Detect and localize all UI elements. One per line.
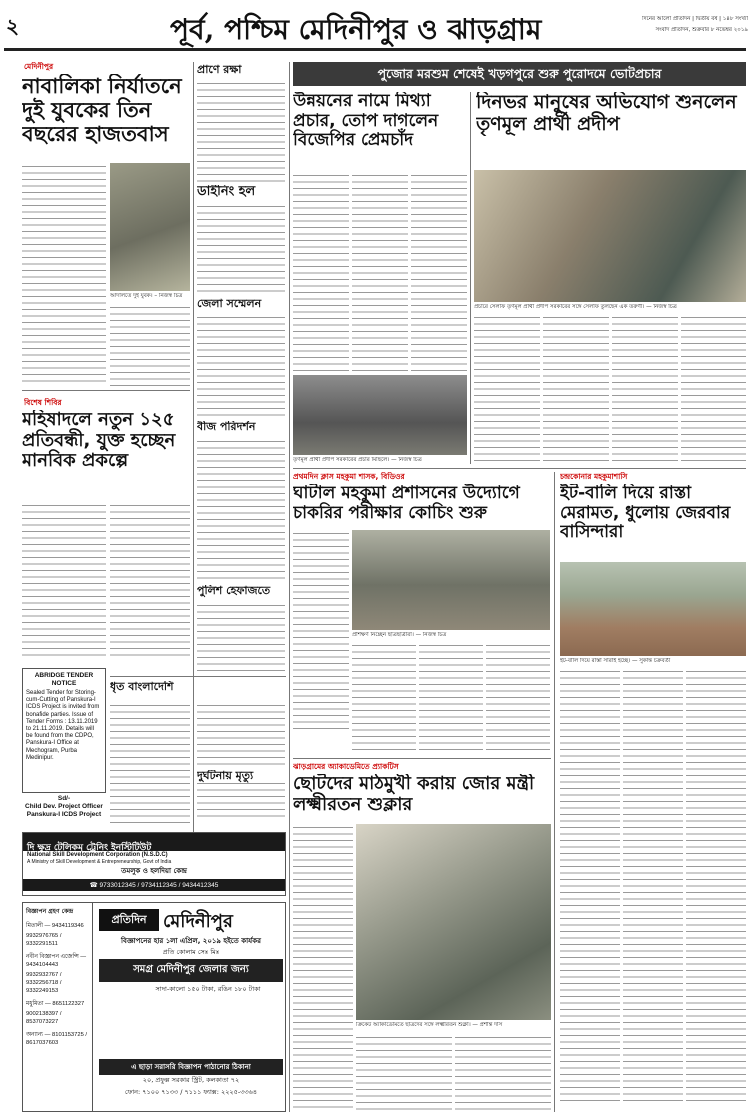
- tender-body: Sealed Tender for Storing-cum-Cutting of Panskura-I ICDS Project is invited from bonafide parties. Issue of Tender Forms : 13.11.2019 to 21.11.2019. Details will be found from the CDPO, Panskura-I Office at Mechogram, Purba Medinipur.: [26, 690, 100, 761]
- ad-line-4: তমলুক ও হলদিয়া কেন্দ্র: [121, 867, 187, 875]
- mid-tag: প্রথমদিন ক্লাস মহকুমা শাসক, বিডিওর: [293, 472, 405, 481]
- tender-sign-2: Child Dev. Project Officer: [25, 803, 103, 810]
- mid-body-b: [352, 642, 416, 754]
- brief-heading-7: দুর্ঘটনায় মৃত্যু: [197, 770, 285, 783]
- story-left-photo: [293, 375, 467, 455]
- divider: [293, 758, 551, 759]
- brief-body-3: [197, 314, 285, 416]
- col1-body-2a: [22, 502, 106, 660]
- tender-title: ABRIDGE TENDER NOTICE: [34, 672, 94, 687]
- brief-body-2: [197, 203, 285, 295]
- mid-body-d: [486, 642, 550, 754]
- page-number: ২: [6, 14, 20, 38]
- story-right-photo: [474, 170, 746, 302]
- mid2-photo: [560, 562, 746, 656]
- date-line: সংবাদ প্রতিদিন, শুক্রবার ৮ নভেম্বর ২০১৯: [655, 27, 748, 33]
- mid-body-c: [419, 642, 483, 754]
- ad-rates-box: [22, 902, 286, 1112]
- tender-notice: [22, 668, 106, 793]
- bottom-photo: [356, 824, 551, 1020]
- story-left-body-c: [411, 172, 467, 372]
- tender-sign-3: Panskura-I ICDS Project: [26, 811, 102, 818]
- ad-entry: 9932976765 / 9332291511: [26, 933, 62, 947]
- col1-headline: নাবালিকা নির্যাতনে দুই যুবকের তিন বছরের হাজতবাস: [22, 74, 182, 147]
- top-banner-text: পুজোর মরশুম শেষেই খড়গপুরে শুরু পুরোদমে ভোটপ্রচার: [377, 66, 662, 81]
- column-rule: [289, 62, 290, 1112]
- tender-signature: [22, 795, 106, 819]
- story-left-body-b: [352, 172, 408, 372]
- story-right-body-a: [474, 314, 540, 464]
- mid2-caption: ইট-বালি দিয়ে রাস্তা সারাই হচ্ছে। — সুকান্ত চক্রবর্তী: [560, 658, 671, 664]
- ad-line-2: National Skill Development Corporation (N.S.D.C): [27, 852, 168, 858]
- brief-body-6: [197, 702, 285, 820]
- mid-caption: প্রশিক্ষণ নিচ্ছেন ছাত্রছাত্রীরা। — নিজস্ব চিত্র: [352, 632, 447, 638]
- tender-sign-1: Sd/-: [57, 795, 71, 802]
- mid2-headline: ইট-বালি দিয়ে রাস্তা মেরামত, ধুলোয় জেরবার বাসিন্দারা: [560, 484, 731, 543]
- edition-line: দিনের আলো প্রতিদিন | দ্বিতীয় বর্ষ | ১৪৮ সংখ্যা: [642, 16, 748, 22]
- story-left-caption: তৃণমূল প্রার্থী প্রদীপ সরকারের প্রচার মিছিলে। — নিজস্ব চিত্র: [293, 457, 422, 463]
- col1-body-2b: [110, 502, 190, 660]
- bottom-caption: ক্রিকেট অ্যাকাডেমিতে ছাত্রদের সঙ্গে লক্ষ্মীরতন শুক্লা। — প্রশান্ত দাস: [356, 1022, 503, 1028]
- ad-banner: সমগ্র মেদিনীপুর জেলার জন্য: [99, 959, 283, 982]
- ad-phone: ☎ 9733012345 / 9734112345 / 9434412345: [23, 879, 285, 891]
- ad-entry: 9002138397 / 8537073227: [26, 1011, 62, 1025]
- mid2-body-a: [560, 668, 620, 1106]
- bottom-tag: ঝাড়গ্রামের অ্যাকাডেমিতে প্র্যাকটিস: [293, 762, 399, 771]
- brief-heading-5: পুলিশ হেফাজতে: [197, 585, 271, 597]
- masthead-title: পূর্ব, পশ্চিম মেদিনীপুর ও ঝাড়গ্রাম: [170, 13, 542, 46]
- brief-heading-2: ডাইনিং হল: [197, 185, 256, 199]
- ad-subline: বিজ্ঞাপনের হার ১লা এপ্রিল, ২০১৯ হইতে কার্যকর: [121, 937, 261, 945]
- bottom-headline: ছোটদের মাঠমুখী করায় জোর মন্ত্রী লক্ষ্মীরতন শুক্লার: [293, 774, 535, 815]
- mid-headline: ঘাটাল মহকুমা প্রশাসনের উদ্যোগে চাকরির পরীক্ষার কোচিং শুরু: [293, 484, 520, 523]
- ad-title: দি ক্ষুদ্র টেলিকম্ ট্রেনিং ইনস্টিটিউট: [27, 843, 152, 853]
- bottom-body-b: [356, 1034, 452, 1110]
- story-right-headline: দিনভর মানুষের অভিযোগ শুনলেন তৃণমূল প্রার্থী প্রদীপ: [476, 92, 737, 135]
- column-rule: [554, 472, 555, 1112]
- masthead-rule: [4, 48, 746, 51]
- divider: [293, 468, 746, 469]
- divider: [110, 676, 286, 677]
- mid-body-a: [293, 530, 349, 730]
- column-rule: [193, 62, 194, 832]
- col1-body-left: [22, 163, 106, 385]
- divider: [22, 390, 190, 391]
- ad-address: ২০, প্রফুল্ল সরকার স্ট্রিট, কলকাতা ৭২: [142, 1076, 240, 1084]
- mid2-body-c: [686, 668, 746, 1106]
- ad-note: এ ছাড়া সরাসরি বিজ্ঞাপন পাঠানোর ঠিকানা: [99, 1059, 283, 1075]
- story-left-body-a: [293, 172, 349, 372]
- bottom-body-c: [455, 1034, 551, 1110]
- ad-left-panel: [23, 903, 93, 1111]
- col1-photo: [110, 163, 190, 291]
- ad-subline-2: প্রতি কোলাম সেঃ মিঃ: [162, 948, 220, 956]
- ad-entry: অন্যান্য — 8101153725 / 8617037603: [26, 1032, 88, 1046]
- column-rule: [470, 92, 471, 464]
- ad-rates: সাদা-কালো ১৫০ টাকা, রঙিন ১৮০ টাকা: [155, 985, 261, 993]
- section-tag: মেদিনীপুর: [24, 62, 54, 71]
- mid-photo: [352, 530, 550, 630]
- col1-body-right: [110, 304, 190, 386]
- brief-body-5: [197, 602, 285, 672]
- brief-body-1: [197, 80, 285, 182]
- ad-entry: মধুমিতা — 8651122327: [26, 1001, 85, 1007]
- brief-body-4: [197, 438, 285, 580]
- story-left-headline: উন্নয়নের নামে মিথ্যা প্রচার, তোপ দাগলেন বিজেপির প্রেমচাঁদ: [293, 92, 439, 151]
- brief-heading-1: প্রাণে রক্ষা: [197, 64, 242, 76]
- ad-entry: নবীন বিজ্ঞাপন এজেন্সি — 9434104443: [26, 954, 87, 968]
- ad-entry: 9932932767 / 9332256718 / 9332249153: [26, 972, 62, 994]
- ad-brand: প্রতিদিন: [99, 909, 159, 931]
- story-right-body-d: [681, 314, 746, 464]
- telecom-ad: [22, 832, 286, 896]
- ad-phones: ফোন: ৭১০০ ৭১৩৩ / ৭১১১ ফ্যাক্স: ২২২৫-৩৩৬৪: [124, 1088, 258, 1096]
- brief-heading-6: ধৃত বাংলাদেশি: [110, 681, 174, 693]
- mid2-tag: চন্দ্রকোনার মহকুমাশাসি: [560, 472, 628, 481]
- ad-title-bar: [23, 833, 285, 851]
- ad-entry: মিতালী — 9434119346: [26, 923, 84, 929]
- story-right-body-c: [612, 314, 678, 464]
- col1-headline-2: মহিষাদলে নতুন ১২৫ প্রতিবন্ধী, যুক্ত হচ্ছেন মানবিক প্রকল্পে: [22, 410, 176, 472]
- col1-photo-caption: আদালতে দুই যুবক। – নিজস্ব চিত্র: [110, 293, 183, 299]
- mid2-body-b: [623, 668, 683, 1106]
- brief-heading-3: জেলা সম্মেলন: [197, 298, 262, 310]
- ad-left-header: বিজ্ঞাপন গ্রহণ কেন্দ্র: [26, 908, 74, 915]
- story-right-caption: প্রচারে সেলফি তৃণমূল প্রার্থী প্রদীপ সরকারের সঙ্গে সেলফি তুলছেন এক তরুণী। — নিজস্ব চিত্র: [474, 304, 677, 310]
- top-banner: [293, 62, 746, 86]
- brief-heading-4: বীজ পরিদর্শন: [197, 421, 256, 433]
- bottom-body-a: [293, 824, 353, 1110]
- special-camp-tag: বিশেষ শিবির: [24, 398, 62, 407]
- story-right-body-b: [543, 314, 609, 464]
- ad-line-3: A Ministry of Skill Development & Entrepreneurship, Govt of India: [27, 859, 172, 865]
- ad-city: মেদিনীপুর: [163, 911, 233, 932]
- col1b-body: [110, 702, 190, 828]
